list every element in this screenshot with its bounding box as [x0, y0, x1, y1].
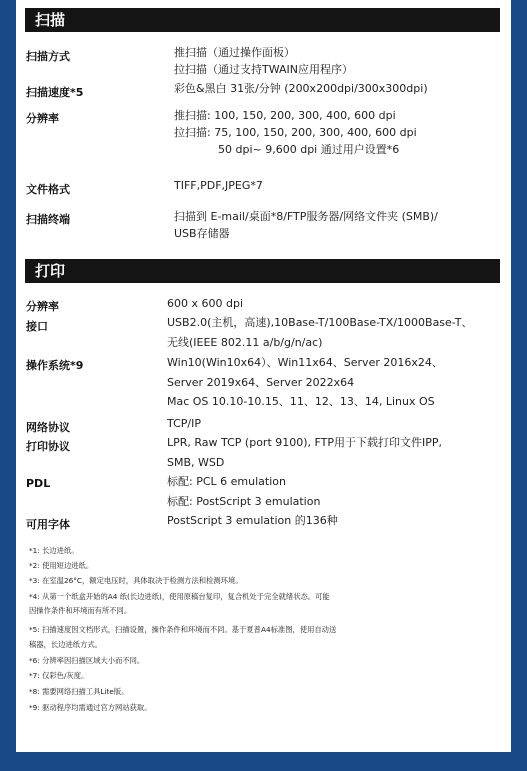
pdl-line-1: 标配: PCL 6 emulation — [167, 475, 286, 488]
scan-resolution-line-3: 50 dpi~ 9,600 dpi 通过用户设置*6 — [218, 143, 400, 156]
footnote-5: *5: 扫描速度因文档形式，扫描设置，操作条件和环境而不同。基于夏普A4标准图，使用自动送 — [29, 625, 337, 634]
fonts-value: PostScript 3 emulation 的136种 — [167, 514, 338, 527]
network-protocol-label: 网络协议 — [26, 421, 70, 434]
interface-line-2: 无线(IEEE 802.11 a/b/g/n/ac) — [167, 336, 323, 349]
os-line-1: Win10(Win10x64）、Win11x64、Server 2016x24、 — [167, 356, 443, 369]
scan-method-label: 扫描方式 — [26, 50, 70, 63]
interface-line-1: USB2.0(主机，高速),10Base-T/100Base-TX/1000Base-T、 — [167, 316, 473, 329]
scan-speed-label: 扫描速度*5 — [26, 86, 84, 99]
print-protocol-label: 打印协议 — [26, 440, 70, 453]
print-resolution-value: 600 x 600 dpi — [167, 297, 244, 310]
os-line-2: Server 2019x64、Server 2022x64 — [167, 376, 355, 389]
spec-sheet — [16, 0, 511, 752]
file-format-value: TIFF,PDF,JPEG*7 — [174, 179, 263, 192]
print-protocol-line-2: SMB, WSD — [167, 456, 225, 469]
os-line-3: Mac OS 10.10-10.15、11、12、13、14, Linux OS — [167, 395, 435, 408]
network-protocol-value: TCP/IP — [167, 417, 201, 430]
scan-destination-label: 扫描终端 — [26, 213, 70, 226]
print-resolution-label: 分辨率 — [26, 300, 59, 313]
pdl-label: PDL — [26, 477, 51, 490]
interface-label: 接口 — [26, 320, 48, 333]
footnote-1: *1: 长边进纸。 — [29, 546, 79, 555]
footnote-6: *6: 分辨率因扫描区域大小而不同。 — [29, 656, 145, 665]
scan-section-header: 扫描 — [25, 8, 500, 32]
scan-resolution-line-1: 推扫描: 100, 150, 200, 300, 400, 600 dpi — [174, 109, 396, 122]
scan-method-line-2: 拉扫描（通过支持TWAIN应用程序） — [174, 63, 353, 76]
scan-resolution-label: 分辨率 — [26, 112, 59, 125]
pdl-line-2: 标配: PostScript 3 emulation — [167, 495, 321, 508]
bottom-border — [0, 752, 527, 771]
file-format-label: 文件格式 — [26, 183, 70, 196]
scan-destination-line-2: USB存储器 — [174, 227, 230, 240]
scan-method-line-1: 推扫描（通过操作面板） — [174, 46, 295, 59]
print-protocol-line-1: LPR, Raw TCP (port 9100), FTP用于下载打印文件IPP, — [167, 436, 443, 449]
scan-destination-line-1: 扫描到 E-mail/桌面*8/FTP服务器/网络文件夹 (SMB)/ — [174, 210, 438, 223]
scan-resolution-line-2: 拉扫描: 75, 100, 150, 200, 300, 400, 600 dpi — [174, 126, 417, 139]
footnote-2: *2: 使用短边进纸。 — [29, 561, 94, 570]
footnote-3: *3: 在室温26°C，额定电压时，具体取决于检测方法和检测环境。 — [29, 576, 243, 585]
footnote-4-cont: 因操作条件和环境而有所不同。 — [29, 606, 132, 615]
footnote-7: *7: 仅彩色/灰度。 — [29, 671, 89, 680]
os-label: 操作系统*9 — [26, 359, 84, 372]
fonts-label: 可用字体 — [26, 518, 70, 531]
footnote-4: *4: 从第一个纸盒开始的A4 纸(长边进纸)，使用原稿台复印，复合机处于完全就绪状态。可能 — [29, 592, 330, 601]
footnote-5-cont: 稿器，长边进纸方式。 — [29, 640, 102, 649]
footnote-9: *9: 驱动程序均需通过官方网站获取。 — [29, 703, 152, 712]
footnote-8: *8: 需要网络扫描工具Lite版。 — [29, 687, 129, 696]
scan-speed-value: 彩色&黑白 31张/分钟 (200x200dpi/300x300dpi) — [174, 82, 428, 95]
print-section-header: 打印 — [25, 259, 500, 283]
